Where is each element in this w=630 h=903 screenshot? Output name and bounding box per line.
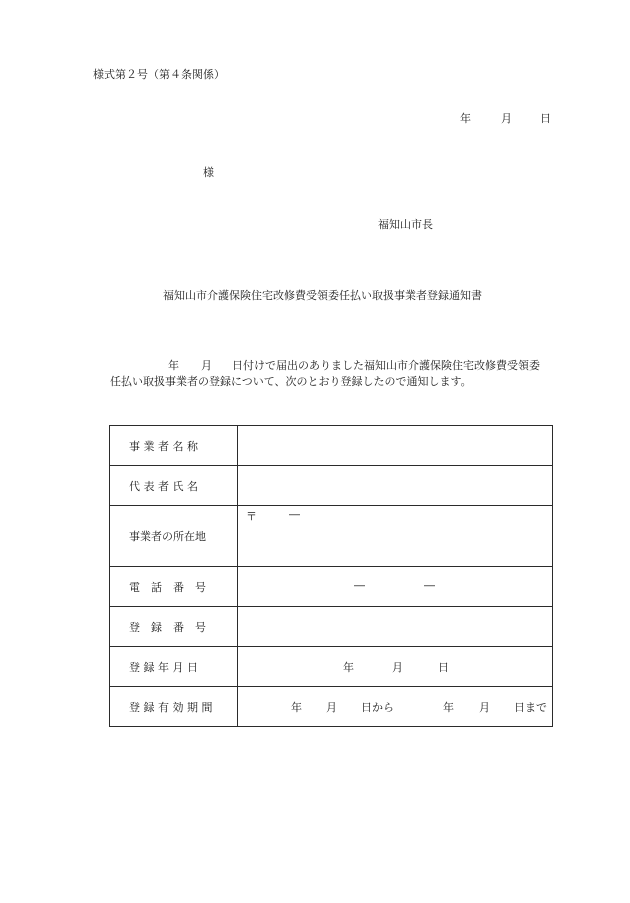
table-row-phone (110, 567, 553, 607)
body-line-2: 任払い取扱事業者の登録について、次のとおり登録したので通知します。 (110, 375, 472, 388)
document-title: 福知山市介護保険住宅改修費受領委任払い取扱事業者登録通知書 (163, 289, 482, 302)
body-line-1 (168, 357, 540, 373)
label-phone: 電 話 番 号 (110, 567, 238, 607)
phone-dash-1: ― (354, 579, 365, 592)
issue-date (460, 110, 551, 126)
body-month: 月 (201, 359, 212, 372)
body-year: 年 (168, 359, 179, 372)
label-representative: 代 表 者 氏 名 (110, 466, 238, 506)
valid-to-month: 月 (479, 701, 490, 714)
value-business-name (238, 426, 553, 466)
valid-to-year: 年 (443, 701, 454, 714)
label-valid-period: 登 録 有 効 期 間 (110, 687, 238, 727)
label-reg-number: 登 録 番 号 (110, 607, 238, 647)
addressee-suffix: 様 (203, 166, 214, 179)
date-day: 日 (540, 112, 551, 125)
phone-dash-2: ― (424, 579, 435, 592)
date-year: 年 (460, 112, 471, 125)
value-valid-period (238, 687, 553, 727)
label-business-name: 事 業 者 名 称 (110, 426, 238, 466)
registration-table (109, 425, 553, 727)
form-number: 様式第２号（第４条関係） (93, 68, 225, 81)
label-address: 事業者の所在地 (110, 506, 238, 567)
table-row-reg-number (110, 607, 553, 647)
valid-from-day: 日から (361, 701, 394, 714)
valid-from-year: 年 (291, 701, 302, 714)
table-row-business-name (110, 426, 553, 466)
valid-to-day: 日まで (514, 701, 547, 714)
value-reg-number (238, 607, 553, 647)
value-reg-date (238, 647, 553, 687)
table-row-reg-date (110, 647, 553, 687)
table-row-representative (110, 466, 553, 506)
value-representative (238, 466, 553, 506)
reg-date-year: 年 (343, 661, 354, 674)
value-address (238, 506, 553, 567)
reg-date-month: 月 (392, 661, 403, 674)
issuer: 福知山市長 (378, 218, 433, 231)
reg-date-day: 日 (438, 661, 449, 674)
postal-dash: ― (289, 508, 300, 521)
label-reg-date: 登 録 年 月 日 (110, 647, 238, 687)
postal-mark: 〒 (246, 510, 257, 523)
value-phone (238, 567, 553, 607)
table-row-valid-period (110, 687, 553, 727)
valid-from-month: 月 (326, 701, 337, 714)
date-month: 月 (501, 112, 512, 125)
table-row-address (110, 506, 553, 567)
body-text-1: 日付けで届出のありました福知山市介護保険住宅改修費受領委 (232, 359, 540, 372)
